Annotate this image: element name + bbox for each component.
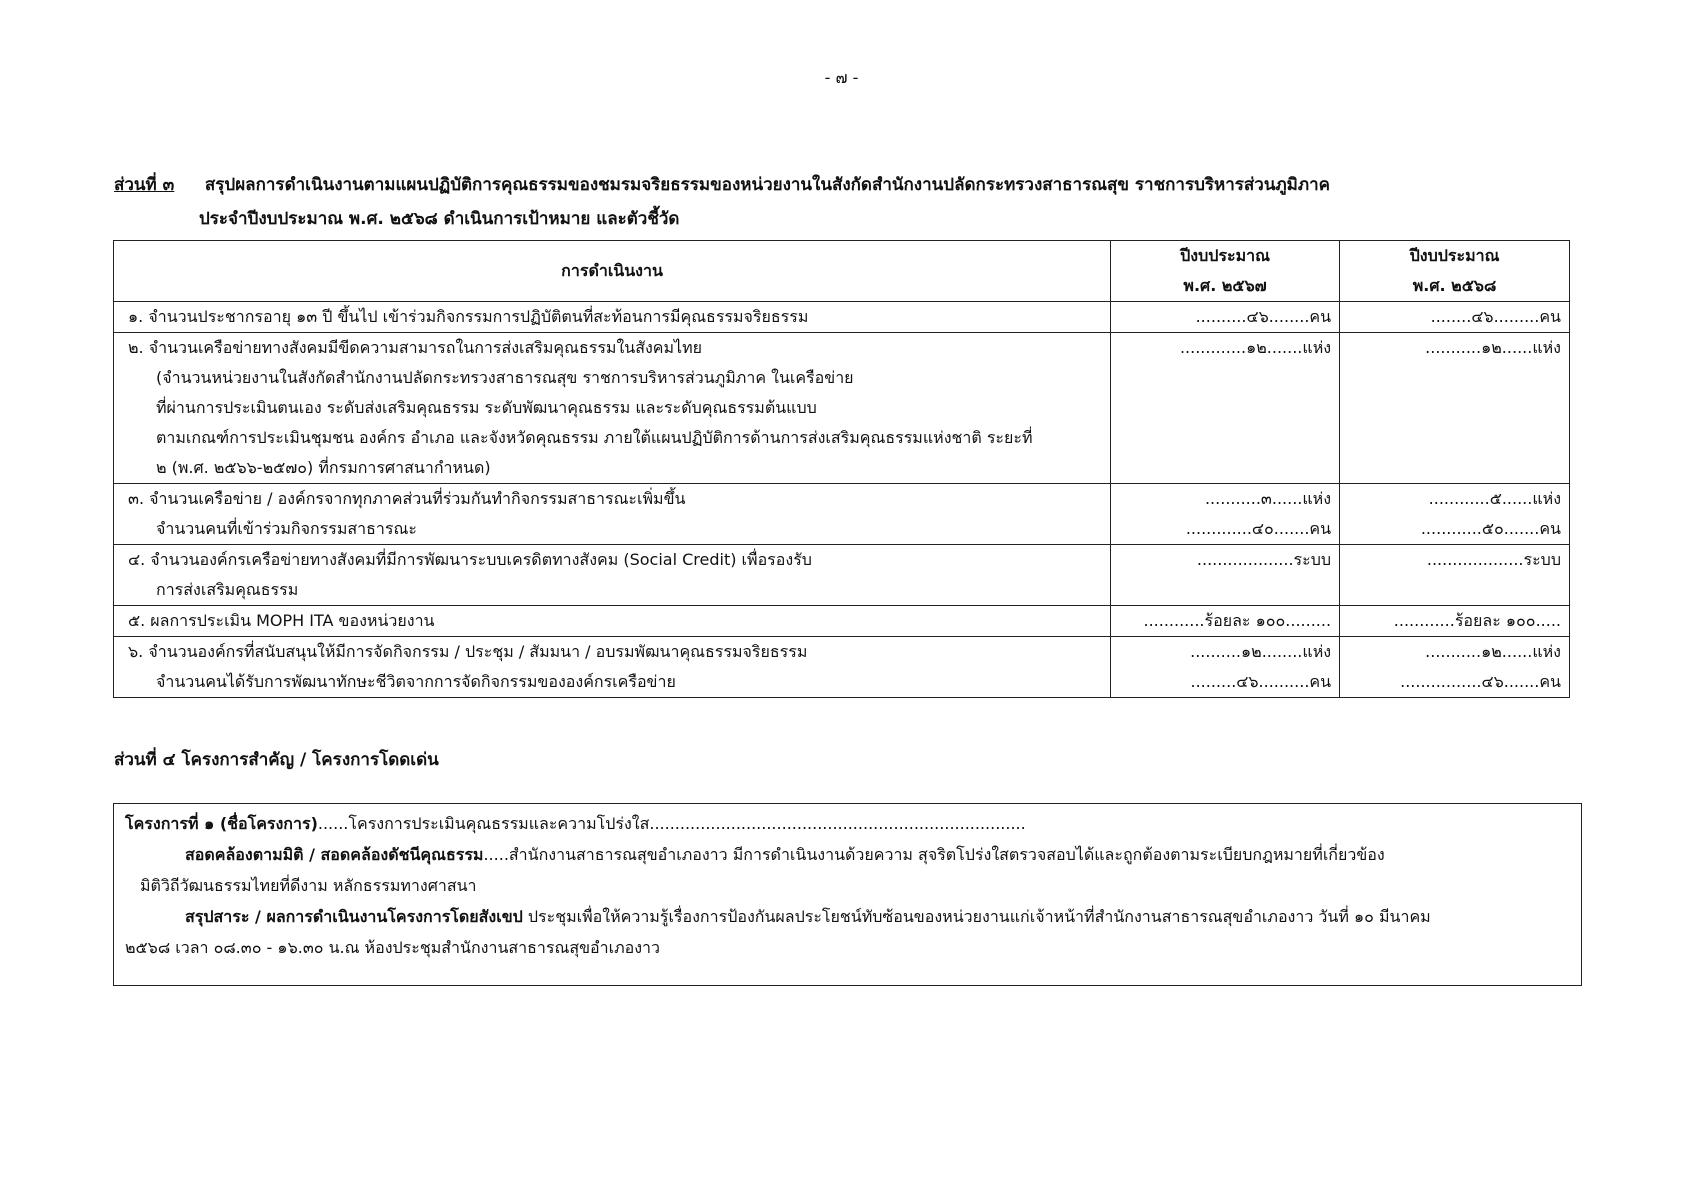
row2-fy2567 bbox=[1111, 333, 1340, 484]
row2-fy2567-value: .............๑๒.......แห่ง bbox=[1179, 338, 1332, 357]
row1-fy2568-value: ........๔๖.........คน bbox=[1430, 307, 1561, 326]
row2-line4: ตามเกณฑ์การประเมินชุมชน องค์กร อำเภอ และจังหวัดคุณธรรม ภายใต้แผนปฏิบัติการด้านการส่งเสริมคุณธรรมแห่งชาติ ระยะที่ bbox=[156, 428, 1033, 447]
row4-fy2567 bbox=[1111, 545, 1340, 606]
table-header-row bbox=[114, 241, 1570, 302]
row2-line2: (จำนวนหน่วยงานในสังกัดสำนักงานปลัดกระทรวงสาธารณสุข ราชการบริหารส่วนภูมิภาค ในเครือข่าย bbox=[156, 368, 854, 387]
project-summary-text2: ๒๕๖๘ เวลา ๐๘.๓๐ - ๑๖.๓๐ น.ณ ห้องประชุมสำนักงานสาธารณสุขอำเภองาว bbox=[125, 938, 661, 957]
project-alignment-label: สอดคล้องตามมิติ / สอดคล้องดัชนีคุณธรรม bbox=[185, 845, 484, 864]
row3-fy2568-value1: ............๕......แห่ง bbox=[1428, 489, 1561, 508]
header-activity: การดำเนินงาน bbox=[114, 241, 1111, 302]
section3-label: ส่วนที่ ๓ bbox=[114, 175, 175, 195]
project-title-line bbox=[125, 808, 1567, 839]
row1-fy2567-value: ..........๔๖........คน bbox=[1195, 307, 1332, 326]
project-summary-label: สรุปสาระ / ผลการดำเนินงานโครงการโดยสังเขป bbox=[185, 907, 523, 926]
page-number: - ๗ - bbox=[824, 68, 859, 87]
row4-line2: การส่งเสริมคุณธรรม bbox=[156, 580, 299, 599]
project-alignment-text2: มิติวิถีวัฒนธรรมไทยที่ดีงาม หลักธรรมทางศาสนา bbox=[140, 876, 477, 895]
table-row bbox=[114, 637, 1570, 698]
row2-fy2568 bbox=[1340, 333, 1570, 484]
performance-table bbox=[113, 240, 1570, 698]
project-label: โครงการที่ ๑ (ชื่อโครงการ) bbox=[125, 814, 318, 833]
row6-fy2568-value1: ...........๑๒......แห่ง bbox=[1425, 642, 1561, 661]
row6-line2: จำนวนคนได้รับการพัฒนาทักษะชีวิตจากการจัดกิจกรรมขององค์กรเครือข่าย bbox=[156, 672, 676, 691]
row5-line1: ๕. ผลการประเมิน MOPH ITA ของหน่วยงาน bbox=[128, 611, 435, 630]
row6-activity bbox=[114, 637, 1111, 698]
header-fy2567-line2: พ.ศ. ๒๕๖๗ bbox=[1183, 276, 1267, 295]
header-fy2567 bbox=[1111, 241, 1340, 302]
row3-line2: จำนวนคนที่เข้าร่วมกิจกรรมสาธารณะ bbox=[156, 519, 417, 538]
project-summary-text: ประชุมเพื่อให้ความรู้เรื่องการป้องกันผลประโยชน์ทับซ้อนของหน่วยงานแก่เจ้าหน้าที่สำนักงานสาธารณสุขอำเภองาว วันที่ ๑๐ มีนาคม bbox=[522, 907, 1431, 926]
row1-line1: ๑. จำนวนประชากรอายุ ๑๓ ปี ขึ้นไป เข้าร่วมกิจกรรมการปฏิบัติตนที่สะท้อนการมีคุณธรรมจริยธรรม bbox=[128, 307, 809, 326]
row5-activity bbox=[114, 606, 1111, 637]
project-summary-line bbox=[125, 901, 1567, 932]
row1-activity bbox=[114, 302, 1111, 333]
section4-heading: ส่วนที่ ๔ โครงการสำคัญ / โครงการโดดเด่น bbox=[114, 750, 439, 770]
row1-fy2568 bbox=[1340, 302, 1570, 333]
row6-fy2567-value2: .........๔๖..........คน bbox=[1190, 672, 1332, 691]
row6-fy2568-value2: ................๔๖.......คน bbox=[1400, 672, 1561, 691]
row2-activity bbox=[114, 333, 1111, 484]
row2-line1: ๒. จำนวนเครือข่ายทางสังคมมีขีดความสามารถในการส่งเสริมคุณธรรมในสังคมไทย bbox=[128, 338, 702, 357]
project-name: ......โครงการประเมินคุณธรรมและความโปร่งใส.......................................................................... bbox=[317, 814, 1026, 833]
row5-fy2568 bbox=[1340, 606, 1570, 637]
table-row bbox=[114, 545, 1570, 606]
table-row bbox=[114, 606, 1570, 637]
project-box bbox=[113, 803, 1582, 986]
header-fy2568-line1: ปีงบประมาณ bbox=[1409, 246, 1500, 265]
header-fy2567-line1: ปีงบประมาณ bbox=[1180, 246, 1270, 265]
row4-fy2568-value: ...................ระบบ bbox=[1426, 550, 1561, 569]
table-row bbox=[114, 484, 1570, 545]
header-fy2568 bbox=[1340, 241, 1570, 302]
row3-fy2567 bbox=[1111, 484, 1340, 545]
row6-fy2568 bbox=[1340, 637, 1570, 698]
table-row bbox=[114, 333, 1570, 484]
row2-line3: ที่ผ่านการประเมินตนเอง ระดับส่งเสริมคุณธรรม ระดับพัฒนาคุณธรรม และระดับคุณธรรมต้นแบบ bbox=[156, 398, 817, 417]
row4-activity bbox=[114, 545, 1111, 606]
row3-fy2568 bbox=[1340, 484, 1570, 545]
row2-line5: ๒ (พ.ศ. ๒๕๖๖-๒๕๗๐) ที่กรมการศาสนากำหนด) bbox=[156, 458, 491, 477]
row3-line1: ๓. จำนวนเครือข่าย / องค์กรจากทุกภาคส่วนที่ร่วมกันทำกิจกรรมสาธารณะเพิ่มขึ้น bbox=[128, 489, 686, 508]
section3-title-line2: ประจำปีงบประมาณ พ.ศ. ๒๕๖๘ ดำเนินการเป้าหมาย และตัวชี้วัด bbox=[199, 209, 680, 229]
row6-line1: ๖. จำนวนองค์กรที่สนับสนุนให้มีการจัดกิจกรรม / ประชุม / สัมมนา / อบรมพัฒนาคุณธรรมจริยธรรม bbox=[128, 642, 808, 661]
row1-fy2567 bbox=[1111, 302, 1340, 333]
row5-fy2567 bbox=[1111, 606, 1340, 637]
row3-activity bbox=[114, 484, 1111, 545]
row3-fy2568-value2: ............๕๐.......คน bbox=[1420, 519, 1561, 538]
row4-fy2568 bbox=[1340, 545, 1570, 606]
table-row bbox=[114, 302, 1570, 333]
project-alignment-line bbox=[125, 839, 1567, 870]
row2-fy2568-value: ...........๑๒......แห่ง bbox=[1425, 338, 1561, 357]
row5-fy2568-value: ............ร้อยละ ๑๐๐..... bbox=[1393, 611, 1561, 630]
row5-fy2567-value: ............ร้อยละ ๑๐๐......... bbox=[1143, 611, 1332, 630]
row4-line1: ๔. จำนวนองค์กรเครือข่ายทางสังคมที่มีการพัฒนาระบบเครดิตทางสังคม (Social Credit) เพื่อรองรับ bbox=[128, 550, 812, 569]
section3-heading bbox=[114, 168, 1574, 236]
row6-fy2567 bbox=[1111, 637, 1340, 698]
row3-fy2567-value1: ...........๓......แห่ง bbox=[1204, 489, 1332, 508]
section3-title-line1: สรุปผลการดำเนินงานตามแผนปฏิบัติการคุณธรรมของชมรมจริยธรรมของหน่วยงานในสังกัดสำนักงานปลัดกระทรวงสาธารณสุข ราชการบริหารส่วนภูมิภาค bbox=[204, 175, 1330, 195]
project-alignment-text: .....สำนักงานสาธารณสุขอำเภองาว มีการดำเนินงานด้วยความ สุจริตโปร่งใสตรวจสอบได้และถูกต้องตามระเบียบกฎหมายที่เกี่ยวข้อง bbox=[483, 845, 1385, 864]
row3-fy2567-value2: .............๔๐.......คน bbox=[1185, 519, 1332, 538]
row6-fy2567-value1: ..........๑๒........แห่ง bbox=[1190, 642, 1332, 661]
header-fy2568-line2: พ.ศ. ๒๕๖๘ bbox=[1412, 276, 1497, 295]
row4-fy2567-value: ...................ระบบ bbox=[1196, 550, 1332, 569]
